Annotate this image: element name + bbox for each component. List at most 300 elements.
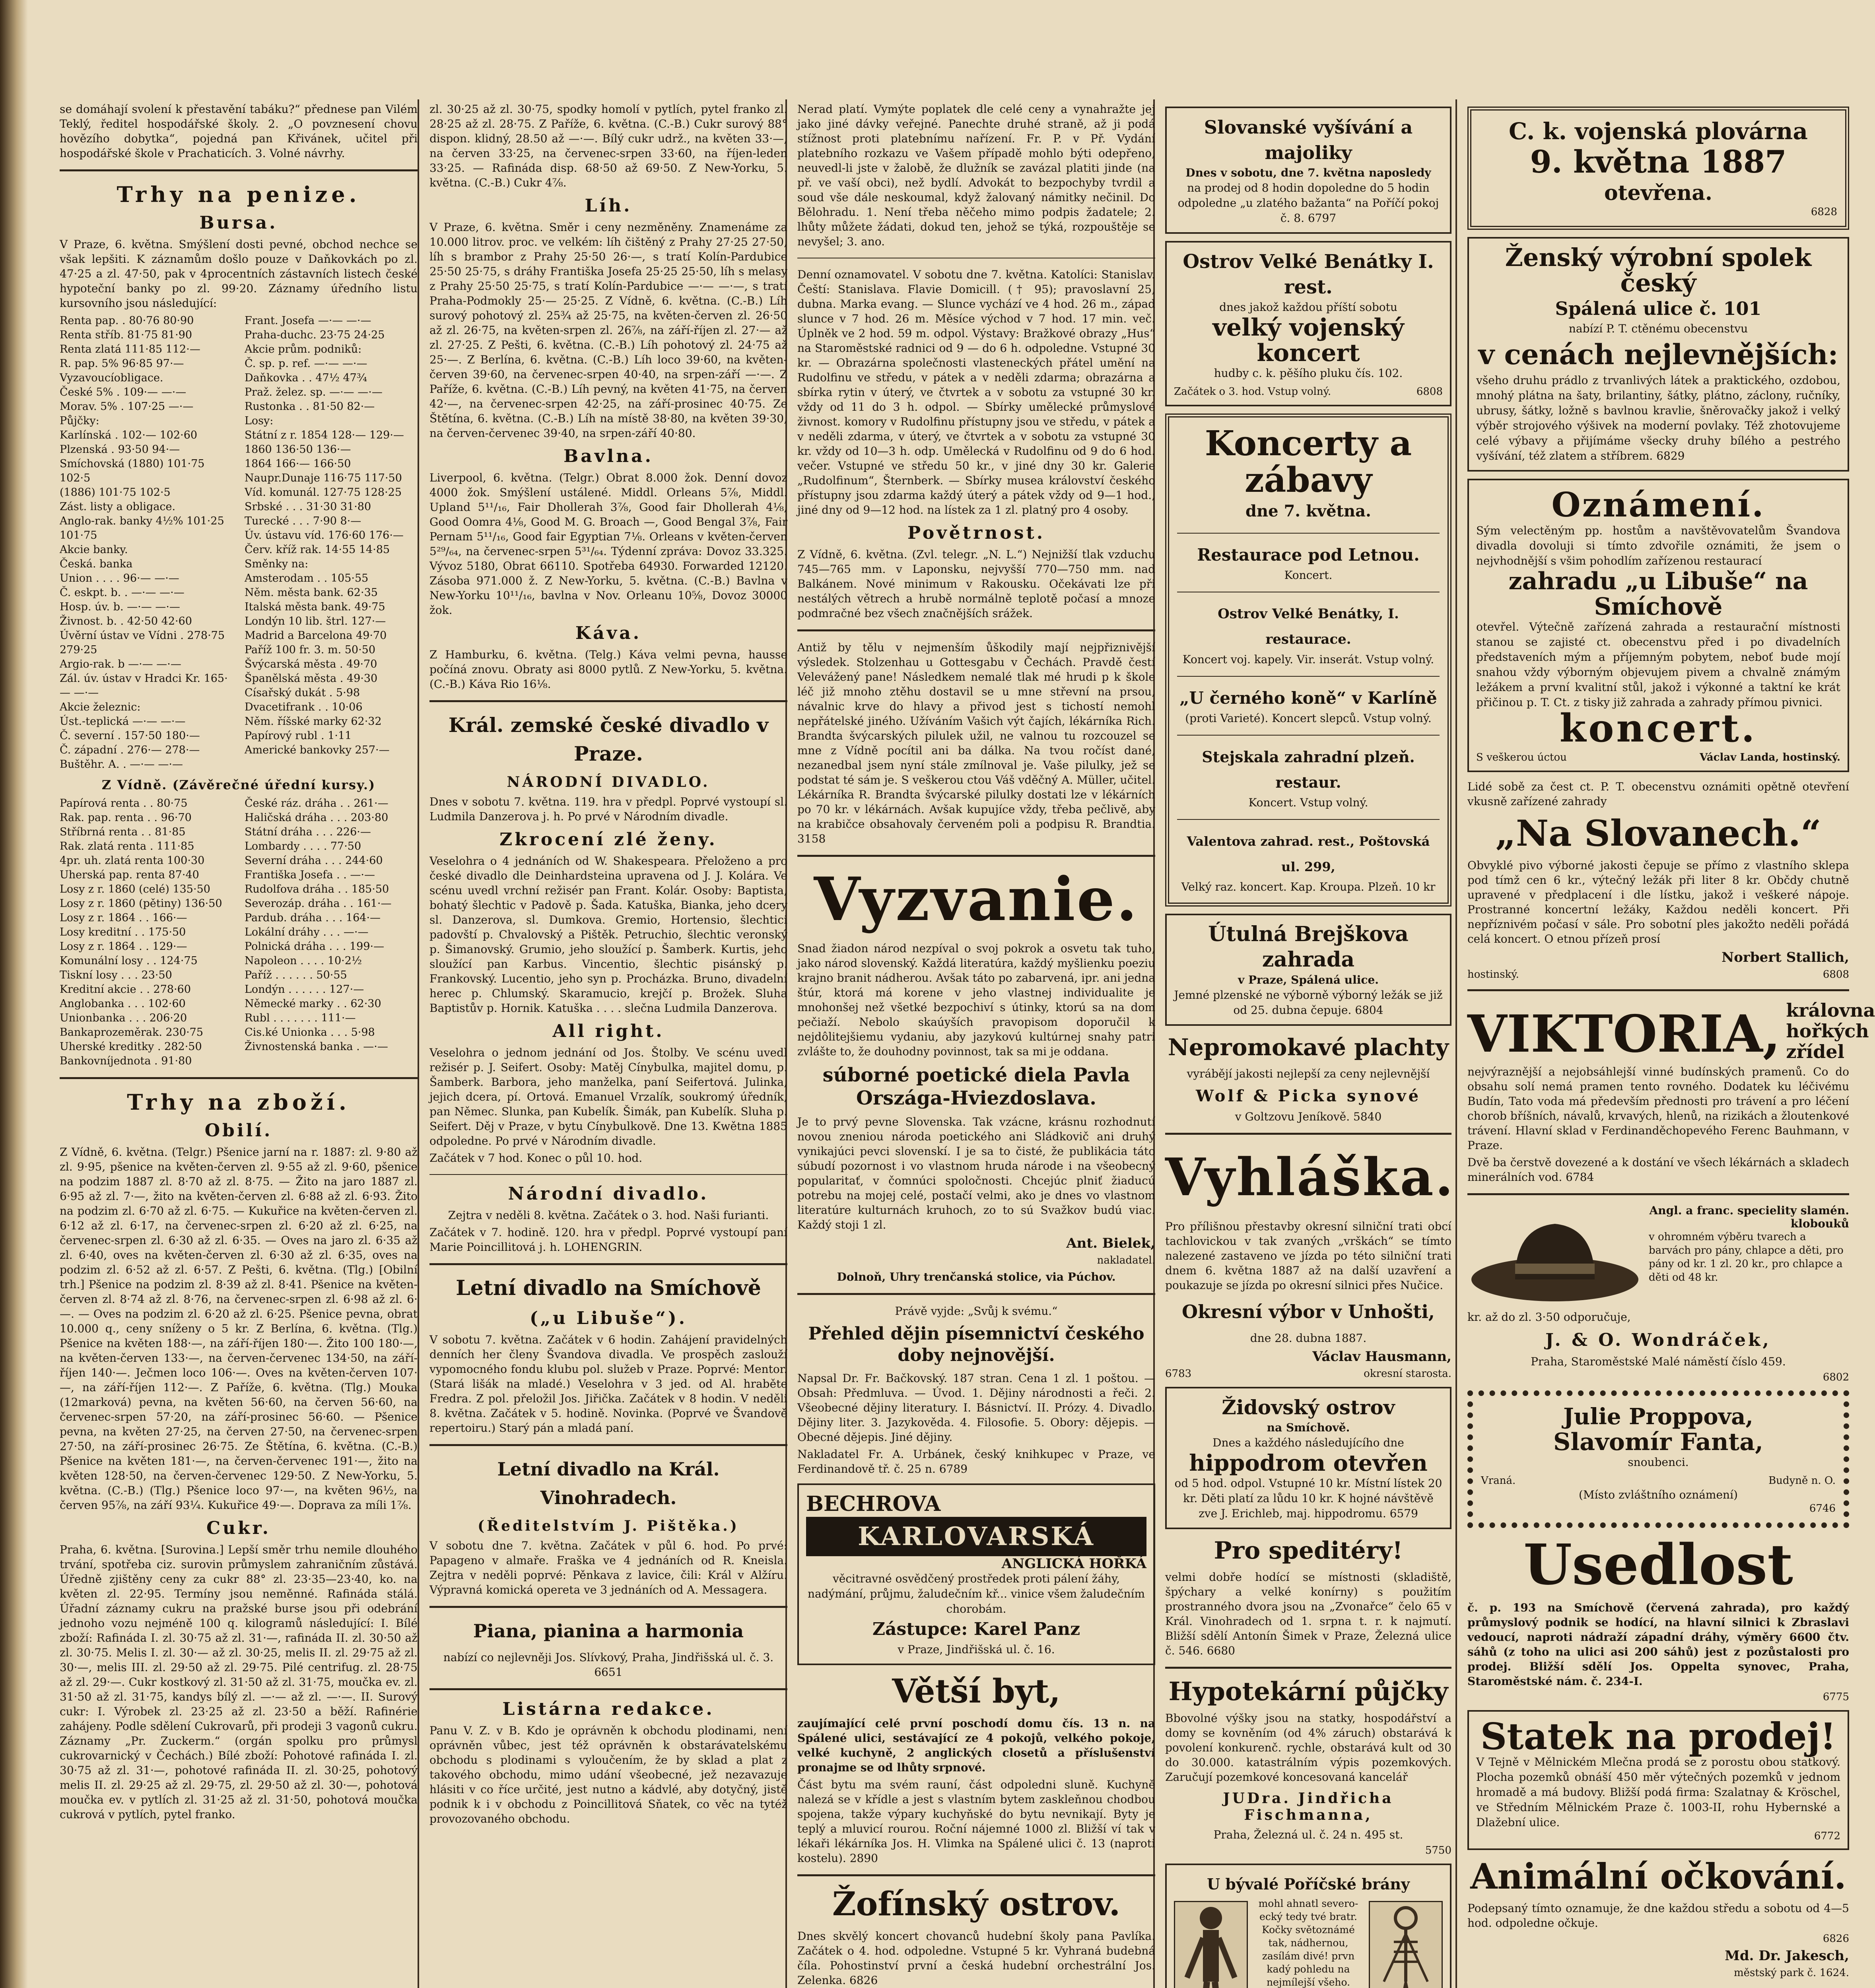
announcement-text: Sým velectěným pp. hostům a navštěvovatelům Švandova divadla dovoluji si tímto zdvořile oznámiti, že jsem o nejvhodnější s všim pohodlím zařízenou restaurací [1476,524,1840,567]
hat-title: Angl. a franc. specielity slamén. klobouků [1649,1204,1849,1230]
estate-sale-text: V Tejně v Mělnickém Mlečna prodá se z porostu obou statkový. Plocha pozemků obnáší 450 měr výtečných pozemků v jednom hromadě a má budovy. Bližší podá firma: Szalatnay & Kröschel, ve Středním Mělnickém Praze č. 1003-II, rohu Hybernské a Dlažební ulice. [1476,1755,1840,1829]
quote-row: Losy z r. 1860 (pětiny) 136·50 [60,897,222,910]
quote-row: Rudolfova dráha . . 185·50 [245,883,389,895]
brejsek-garden-ad [1165,914,1451,1026]
national-theatre-heading: Národní divadlo. [508,1184,709,1204]
editor-letters-text: Panu V. Z. v B. Kdo je oprávněn k obchodu plodinami, není oprávněn vůbec, jest též oprávněn k obstarávatelskému obchodu s plodinami s vyloučením, že by sklad a plat z takového obchodu, mimo udání všeobecné, jež nezavazuje hlásiti v co říce určité, jest nutno a kádvlé, aby dotyčný, jistě podnik k i v obchodu z Poincillitová Sňatek, co věc na tytéž provozovaného obchodu. [429,1724,787,1825]
quote-row: Úvěrní ústav ve Vídni . 278·75 279·25 [60,629,225,656]
grain-heading: Obilí. [204,1120,273,1141]
quote-row: Směnky na: [245,558,309,570]
quote-row: Rustonka . . 81·50 82·— [245,400,375,413]
quote-row: Bankaprozeměrak. 230·75 [60,1026,204,1039]
ad-number: 6808 [1416,386,1443,398]
quote-row: Srbské . . . 31·30 31·80 [245,501,371,513]
zofin-title: Žofínský ostrov. [832,1885,1121,1923]
embroidery-text: na prodej od 8 hodin dopoledne do 5 hodin odpoledne „u zlatého bažanta“ na Poříčí pokoj č. 8. 6797 [1177,181,1439,225]
quote-row: Polnická dráha . . . 199·— [245,940,385,953]
quote-row: Anglo-rak. banky 4½% 101·25 101·75 [60,515,224,542]
straw-hat-icon [1467,1204,1642,1307]
quote-row: Papírový rubl . 1·11 [245,730,352,742]
quote-row: Napoleon . . . . 10·2½ [245,955,362,967]
quote-row: Uherské kreditky . 282·50 [60,1041,202,1053]
quote-row: Hosp. úv. b. —·— —·— [60,601,180,613]
quote-row: Frant. Josefa —·— —·— [245,315,371,327]
quote-row: Úv. ústavu víd. 176·60 176·— [245,529,404,542]
slovany-intro: Lidé sobě za čest ct. P. T. obecenstvu oznámiti opětně otevření vkusně zařízené zahrady [1467,780,1849,808]
quote-row: České ráz. dráha . . 261·— [245,797,389,810]
estate-sale-ad [1467,1710,1849,1850]
benatky-footer: Začátek o 3. hod. Vstup volný. [1174,386,1331,398]
divider [797,855,1155,857]
bechrova-agent-address: v Praze, Jindřišská ul. č. 16. [898,1643,1055,1656]
divider [429,1444,787,1446]
hat-ad [1467,1204,1849,1307]
karlovarska-banner: KARLOVARSKÁ [806,1517,1146,1556]
collected-works-text: Je to prvý pevne Slovenska. Tak vzácne, krásnu rozhodnutí novou zneniou národa poetického ani Sládkovič ani druhý vynikajúci pevci slovenskí. I je sa to čisté, že publikácia táto súbudí pozornost i vo vlastnom hruda národe i na všeobecný popularitať, v čomnúci spoločnosti. Chcejúc plniť žiaducú potrebu na mojej celé, postačí velmi, ako je dnes vo vlastnom literatúre kulturnách kruhoch, zo to sú Svažkov budú viac. Každý stoji 1 zl. [797,1115,1155,1231]
quote-row: Plzenská . 93·50 94·— [60,443,180,456]
hippodrome-ad [1165,1387,1451,1529]
vaccination-text: Podepsaný tímto oznamuje, že dne každou středu a sobotu od 4—5 hod. odpoledne očkuje. [1467,1902,1849,1930]
slovany-text: Obvyklé pivo výborné jakosti čepuje se přímo z vlastního sklepa pod tímž cen 6 kr., výtečný ležák při liter 8 kr. Občdy chutně upravené v předplacení i dle lístku, jakož i veškeré nápoje. Prostranné koncertní ležáky, Každou neděli koncert. Při nepříznivém počasí v sále. Pro sobotní ples jakožto neděli pořádá celá koncert. O etnou přízeň prosí [1467,859,1849,945]
larger-flat-title: Větší byt, [892,1672,1061,1710]
landa-signature: Václav Landa, hostinský. [1699,751,1840,763]
ad-number: 6746 [1809,1503,1836,1514]
libuse-garden-title: zahradu „u Libuše“ na Smíchově [1508,567,1808,621]
quote-row: Švýcarská města . 49·70 [245,658,377,670]
quote-row: Česká. banka [60,558,133,570]
hippodrome-venue: Židovský ostrov [1222,1396,1395,1419]
quote-row: Císařský dukát . 5·98 [245,687,360,699]
quote-row: Státní dráha . . . 226·— [245,826,371,838]
viktoria-footer: Dvě ba čerstvě dovezené a k dostání ve všech lékárnách a skladech minerálních vod. 6784 [1467,1156,1849,1184]
spirit-text: V Praze, 6. května. Směr i ceny nezměněny. Znamenáme za 10.000 litrov. proc. ve velkém: líh čištěný z Prahy 27·25 27·50, líh s brambor z Prahy 25·50 26·—, s tratí Kolín-Pardubice 25·50 25·75, s dráhy Františka Josefa 25·25 25·50, líh s melasy z Prahy 25·50 25·75, s tratí Kolín-Pardubice —·— —·—, s tratí Praha-Podmokly 25·— 25·25. Z Vídně, 6. května. (C.-B.) Líh surový pohotový zl. 25¾ až 25·75, na květen-červen zl. 26·50 až zl. 26·75, na květen-srpen zl. 26⅞, na září-říjen zl. 27·— až zl. 27·25. Z Pešti, 6. května. (C.-B.) Líh pohotový zl. 24·75 až 25·—. Z Berlína, 6. května. (C.-B.) Líh loco 39·60, na květen-červen 39·60, na červenec-srpen 40·40, na srpen-září —·—. Z Paříže, 6. května. (C.-B.) Líh pevný, na květen 41·75, na červen 42·—, na červenec-srpen 42·25, na září-prosinec 40·75. Ze Štětína, 6. května. (C.-B.) Líh na místě 38·80, na květen 39·30, na červen-červenec 39·40, na srpen-září 40·80. [429,221,787,440]
zofin-text: Dnes skvělý koncert chovanců hudební školy pana Pavlíka. Začátek o 4. hod. odpoledne. Vstupné 5 kr. Vyhraná budebná číla. Pohostinství první a česká hudební orchestrální Jos. Zelenka. 6826 [797,1930,1155,1987]
divider [1165,1667,1451,1669]
engagement-notice [1467,1390,1849,1528]
womens-guild-address: Spálená ulice č. 101 [1555,298,1762,319]
concerts-date: dne 7. května. [1245,502,1371,520]
larger-flat-text: zaujímající celé první poschodí domu čís. 13 n. na Spálené ulici, sestávající ze 4 pokojů, velkého pokoje, velké kuchyně, 2 anglických closetů a příslušenství pronajme se od lhůty srpnové. [797,1717,1155,1774]
quote-row: Františka Josefa . . —·— [245,869,375,881]
benatky-subtitle: dnes jakož každou příští sobotu [1219,301,1397,314]
weather-text: Z Vídně, 6. května. (Zvl. telegr. „N. L.“) Nejnižší tlak vzduchu 745—765 mm. v Laponsku, nejvyšší 770—750 mm. nad Balkánem. Nové minimum v Rakousku. Očekávati lze při nestálých větrech a hrubě normálně teplotě počasí a mnoze podmračné bez všech značnějších srážek. [797,548,1155,620]
play-text-allright: Veselohra o jednom jednání od Jos. Štolby. Ve scénu uvedl režisér p. J. Seifert. Osoby: Matěj Cínybulka, majitel domu, p. Šamberk. Barbora, jeho manželka, paní Seifertová. Julinka, jejich dcera, pí. Ortová. Emanuel Vrzalík, soukromý úředník, pan Němec. Slunka, pan Kubelík. Šimák, pan Kubelík. Sluha p. Seifert. Děj v Praze, v bytu Cínybulkově. Dne 13. Kwětna 1885 odpoledne. Po prvé v Národním divadle. [429,1046,787,1147]
tarpaulin-text: vyrábějí jakosti nejlepší za ceny nejlevnější [1187,1067,1430,1080]
district-board-signature: Václav Hausmann, [1312,1349,1451,1365]
smichov-theatre-title: Letní divadlo na Smíchově [456,1276,761,1300]
quote-row: Losy kreditní . . 175·50 [60,926,186,938]
swimming-pool-open: otevřena. [1604,181,1713,205]
quote-row: 4pr. uh. zlatá renta 100·30 [60,854,205,867]
literature-overview-title: Přehled dějin písemnictví českého doby nejnovější. [808,1324,1144,1365]
district-board-date: dne 28. dubna 1887. [1250,1332,1367,1345]
editor-letters-heading: Listárna redakce. [502,1699,715,1719]
hat-address: Praha, Staroměstské Malé náměstí číslo 459. [1531,1355,1786,1368]
venue-benatky-info: Koncert voj. kapely. Vir. inserát. Vstup volný. [1182,653,1434,666]
embroidery-ad [1165,107,1451,234]
play-title-allright: All right. [552,1021,665,1041]
quote-row: Severní dráha . . . 244·60 [245,854,383,867]
column-financial-markets [60,99,418,1988]
mortgage-firm: JUDra. Jindřicha Fischmanna, [1223,1790,1394,1823]
quote-row: Haličská dráha . . . 203·80 [245,812,389,824]
quote-row: Komunální losy . . 124·75 [60,955,198,967]
bielek-subtitle: nakladatel. [1097,1254,1155,1266]
quote-row: Cis.ké Unionka . . . 5·98 [245,1026,375,1039]
quote-row: Uherská pap. renta 87·40 [60,869,199,881]
just-out-text: Právě vyjde: „Svůj k svému.“ [895,1305,1058,1318]
stallich-role: hostinský. [1467,969,1519,980]
quote-row: Č. eskpt. b. . —·— —·— [60,586,185,599]
vyzvanie-title: Vyzvanie. [814,864,1139,934]
viktoria-title: VIKTORIA, [1467,1004,1781,1064]
bursa-text: V Praze, 6. května. Smýšlení dosti pevné, obchod nechce se však lepšiti. K záznamům došlo pouze v Daňkovkách po zl. 47·25 a zl. 47·50, pak v 4procentních zástavních listech české hypoteční banky po zl. 99·20. Záznamy úředního listu kursovního jsou následující: [60,238,418,310]
quote-row: Anglobanka . . . 102·60 [60,998,186,1010]
quote-row: Živnostenská banka . —·— [245,1041,388,1053]
jakesch-address: městský park č. 1624. [1734,1967,1849,1979]
divider [429,1688,787,1690]
quote-row: Víd. komunál. 127·75 128·25 [245,486,402,499]
quote-row: Unionbanka . . . 206·20 [60,1012,187,1024]
estate-sale-title: Statek na prodej! [1480,1715,1836,1758]
venue-letna-info: Koncert. [1284,569,1333,582]
smichov-theatre-subtitle: („u Libuše“). [529,1308,688,1328]
quote-row: R. pap. 5% 96·85 97·— [60,357,184,370]
sugar-continued-text: zl. 30·25 až zl. 30·75, spodky homolí v pytlích, pytel franko zl. 28·25 až zl. 28·75. Z Paříže, 6. května. (C.-B.) Cukr surový 88° dispon. klidný, 28.50 až —·—. Bílý cukr udrž., na květen 33·—, na červen 33·25, na červenec-srpen 33·60, na říjen-leden 33·25. — Rafináda disp. 68·50 až 69·50. Z New-Yorku, 5. května. (C.-B.) Cukr 4⅞. [429,103,787,189]
womens-guild-prices: v cenách nejlevnějších: [1478,338,1838,371]
bechrova-agent: Zástupce: Karel Panz [872,1619,1080,1639]
quote-row: Č. severní . 157·50 180·— [60,730,200,742]
vyhlaska-title: Vyhláška. [1165,1147,1455,1208]
anatomy-exhibit-ad [1165,1864,1451,1988]
quote-row: Něm. města bank. 62·35 [245,586,378,599]
hat-firm: J. & O. Wondráček, [1545,1330,1771,1350]
benatky-text: hudby c. k. pěšího pluku čís. 102. [1214,367,1403,380]
quote-row: Rak. pap. renta . . 96·70 [60,812,192,824]
bechrova-ad [797,1483,1155,1665]
ad-number: 6808 [1823,969,1849,980]
quote-row: Kreditní akcie . . 278·60 [60,983,191,996]
swimming-pool-ad [1467,107,1849,230]
brejsek-text: Jemné plzenské ne výborně výborný ležák se již od 25. dubna čepuje. 6804 [1174,988,1443,1017]
quote-row: Losy z r. 1864 . . 129·— [60,940,187,953]
quote-row: (1886) 101·75 102·5 [60,486,171,499]
skeleton-figure-icon [1369,1901,1443,1988]
vyhlaska-text: Pro přílišnou přestavby okresní silniční trati obcí tachlovickou v tak zvaných „vrškách“ se tímto nalezené zastaveno ve jízda po této silniční trati dnem 6. května 1887 až na další uzavření a poukazuje se jízda po okresní silnici přes Nučice. [1165,1220,1451,1292]
divider [1177,735,1440,736]
quote-row: Losy z r. 1864 . . 166·— [60,912,187,924]
column-rule [1455,99,1457,1988]
quote-row: Španělská města . 49·30 [245,672,378,685]
quote-row: Živnost. b. . 42·50 42·60 [60,615,192,627]
hippodrome-daily: Dnes a každého následujícího dne [1212,1436,1404,1449]
bride-place: Vraná. [1481,1475,1516,1487]
quote-row: Praha-duchc. 23·75 24·25 [245,329,385,341]
start-time: Začátek v 7 hod. Konec o půl 10. hod. [429,1151,643,1165]
forwarders-title: Pro speditéry! [1214,1537,1403,1565]
tarpaulin-title: Nepromokavé plachty [1168,1034,1449,1061]
viktoria-text: nejvýraznější a nejobsáhlejší vinné budínských pramenů. Co do obsahu solí nemá pramen tento rovného. Dodatek ku léčivému Budín, Tato voda má především přednosti pro trávení a pro léčení chorob bříšních, návalů, krvavých, hlenů, na rizikách a žloutenkové trávení. Hlavní sklad v Ferdinanděchopevého Ferenc Bauhmann, v Praze. [1467,1065,1849,1152]
quote-row: Úst.-teplická —·— —·— [60,715,186,728]
district-board-title: Okresní výbor v Unhošti, [1182,1301,1435,1322]
divider [60,169,418,171]
quote-row: Severozáp. dráha . . 161·— [245,897,392,910]
concerts-title: Koncerty a zábavy [1205,423,1412,500]
coffee-heading: Káva. [575,623,642,643]
embroidery-last-day: Dnes v sobotu, dne 7. května naposledy [1185,166,1431,179]
quote-row: Papírová renta . . 80·75 [60,797,188,810]
quote-row: Argio-rak. b —·— —·— [60,658,181,670]
venue-cerny-kun: „U černého koně“ v Karlíně [1179,688,1437,708]
quote-row: Půjčky: [60,415,99,427]
hippodrome-venue-sub: na Smíchově. [1267,1421,1350,1434]
quote-row: Zál. úv. ústav v Hradci Kr. 165·— —·— [60,672,228,699]
column-advertisements [1165,99,1455,1988]
divider [1177,676,1440,677]
venue-letna: Restaurace pod Letnou. [1197,545,1420,565]
column-advertisements-right [1467,99,1875,1988]
benatky-concert: velký vojenský koncert [1212,314,1404,367]
vyzvanie-text: Snad žiadon národ nezpíval o svoj pokrok a osvetu tak tuho, jako národ slovenský. Každá literatúra, každý myšlienku poeziu krajno branit nádherou. Avšak táto po zabarvená, ipr. ani jedna štúr, ktorá má korene v jeho vlastnej individualite je mnohonšej než všetké bezpochiví s útinky, ktorú sa na dom pečiaží. Nebolo skaúyších pravopisom doporučil k nejdôlitejšiemu vydaniu, aby jazykovú kultúrnej snahy patri zvlášte to, že douhodny povinnost, tak sa mi je oddana. [797,942,1155,1058]
venue-stejskal-info: Koncert. Vstup volný. [1248,796,1368,809]
quote-row: Amsterodam . . 105·55 [245,572,369,584]
quote-row: Praž. želez. sp. —·— —·— [245,386,383,398]
womens-guild-details: všeho druhu prádlo z trvanlivých látek a praktického, ozdobou, mnohý plátna na šaty, brilantiny, šátky, plátno, záclony, ručníky, ubrusy, šátky, ložně s bavlnou kravlie, šněrovačky jakož i velký výběr strojového výšivek na moderní povlaky. Též zhotovujeme celé výbavy a přijímáme všecky druhy bílého a pestrého vyšívání, též zlatem a stříbrem. 6829 [1476,374,1840,462]
quote-row: Renta pap. . 80·76 80·90 [60,315,194,327]
quote-row: Pardub. dráha . . . 164·— [245,912,381,924]
vinohrady-theatre-title: Letní divadlo na Král. Vinohradech. [497,1458,720,1508]
quote-row: Něm. říšské marky 62·32 [245,715,382,728]
anatomy-figure-icon [1174,1901,1248,1988]
section-title-goods-markets: Trhy na zboží. [127,1089,350,1115]
divider [429,700,787,702]
quote-row: Losy: [245,415,274,427]
concert-word: koncert. [1559,706,1757,751]
section-title-money-markets: Trhy na penize. [117,182,361,207]
intro-paragraph: se domáhají svolení k přestavění tabáku?“ přednese pan Vilém Teklý, ředitel hospodářské školy. 2. „O povznesení chovu hovězího dobytka“, pojedná pan Křivánek, učitel při hospodářské škole v Prachaticích. 3. Volné návrhy. [60,103,418,160]
column-commodities-theatre [429,99,787,1988]
engagement-note: (Místo zvláštního oznámení) [1579,1488,1738,1501]
womens-guild-text: nabízí P. T. ctěnému obecenstvu [1568,322,1748,335]
divider [797,629,1155,631]
womens-guild-ad [1467,237,1849,472]
quote-row: Italská města bank. 49·75 [245,601,385,613]
swimming-pool-title: C. k. vojenská plovárna [1508,118,1808,145]
national-theatre-text: Zejtra v neděli 8. května. Začátek o 3. hod. Naši furianti. [448,1209,769,1222]
divider [429,1263,787,1265]
play-title-shrew: Zkrocení zlé ženy. [499,829,717,850]
divider [429,1174,787,1175]
piano-ad-title: Piana, pianina a harmonia [473,1620,744,1642]
quote-row: Lombardy . . . . 77·50 [245,840,361,852]
divider [1165,1133,1451,1135]
larger-flat-details: Část bytu ma svém rauní, část odpoledni sluně. Kuchyně nalezá se v křídle a jest s vlastním bytem zaskleňnou chodbou spojena, takže výpary kuchyňské do bytu nevnikají. Byty je teplý a mluvicí rourou. Roční nájemné 1000 zl. Bližší ví tak v lékaři lékárníka Jos. H. Vlimka na Spálené ulici č. 13 (naproti kostelu). 2890 [797,1778,1155,1865]
quote-row: Morav. 5% . 107·25 —·— [60,400,194,413]
divider [797,1293,1155,1295]
mortgage-address: Praha, Železná ul. č. 24 n. 495 st. [1213,1828,1403,1841]
quote-row: Naupr.Dunaje 116·75 117·50 [245,472,402,484]
divider [797,1874,1155,1876]
viktoria-subtitle: královna hořkých zřídel [1786,1000,1875,1062]
brandt-pills-text: Antiž by tělu v nejmenším ůškodily mají nejpřiznivější výsledek. Stolzenhau u Gottesgabu v Čechách. Pravdě čestí Velevážený pane! Následkem nemalé tlak mé hrudi p k škole léč již mnoho ztěhu dostavil se u mne střevní na prsou, návalnic krve do hlavy a přivod jest s tichostí nemohl nepřátelské jiného. Užíváním Vašich výt čajích, lékárníka Rich. Brandta švýcarských pilulek užil, ne valnou tu rozcouzel se mne z Vídně pocítil ani ba dálka. Na tvou ročíst dané, nezanedbal jsem nyní stále zmílnoval je. Vaše pilulky, jež se podstat té sám je. S veškerou ctou Váš vděčný A. Müller, učitel. Lékárníka R. Brandta švýcarské pilulky dostati lze v lékárních po 70 kr. v lékárnách. Avšak kupujíce vždy, třeba pečlivě, aby na krabičce obsahovaly červeném poli a podpisu R. Brandtia. 3158 [797,641,1155,845]
quote-row: Akcie železnic: [60,701,141,713]
quote-row: Madrid a Barcelona 49·70 [245,629,387,642]
homestead-text: č. p. 193 na Smíchově (červená zahrada), pro každý průmyslový podnik se hodící, na hlavní silnici k Zbraslavi vedoucí, naproti nádraží západní dráhy, výměry 6600 čtv. sáhů (z toho na ulici asi 200 sáhů) jest z pozůstalosti pro prodej. Bližší sdělí Jos. Oppelta synovec, Praha, Staroměstské nám. č. 234-I. [1467,1601,1849,1688]
cotton-text: Liverpool, 6. května. (Telgr.) Obrat 8.000 žok. Denní dovoz 4000 žok. Smýšlení ustálené. Middl. Orleans 5⅞, Middl. Upland 5¹¹/₁₆, Fair Dhollerah 3⅞, Good fair Dhollerah 4⅛, Good Oomra 4⅛, Good M. G. Broach —, Good Bengal 3⅞, Fair Pernam 5¹¹/₁₆, Good fair Egyptian 7⅛. Orleans v květen-červen 5²⁹/₆₄, na červenec-srpen 5³¹/₆₄. Týdenní zpráva: Dovoz 33.325. Vývoz 5180, Obrat 66110. Spotřeba 64930. Forwarded 12120. Zásoba 971.000 ž. Z New-Yorku, 5. května. (C.-B.) Bavlna v New-Yorku 10¹¹/₁₆, bavlna v Nov. Orleanu 10⅝, Dovoz 30000 žok. [429,471,787,617]
ad-number: 6802 [1823,1371,1849,1383]
quote-row: Zást. listy a obligace. [60,501,176,513]
ad-number: 6783 [1165,1368,1192,1380]
quote-row: 1860 136·50 136·— [245,443,351,456]
quote-row: Vyzavoucíobligace. [60,372,163,384]
quote-row: Americké bankovky 257·— [245,744,390,756]
quote-row: 1864 166·— 166·50 [245,458,351,470]
benatky-concert-ad [1165,241,1451,406]
homestead-title: Usedlost [1523,1532,1793,1598]
divider [1467,1193,1849,1195]
bechrova-text: věcitravné osvědčený prostředek proti pálení žáhy, nadýmání, průjmu, žaludečním kř... vinice všem žaludečním chorobám. [807,1572,1145,1615]
venue-cerny-kun-info: (proti Varieté). Koncert slepců. Vstup volný. [1185,712,1432,725]
ad-number: 6828 [1811,206,1837,218]
literature-overview-footer: Nakladatel Fr. A. Urbánek, český knihkupec v Praze, ve Ferdinandově tř. č. 25 n. 6789 [797,1448,1155,1475]
divider [1467,989,1849,991]
quote-row: Č. západní . 276·— 278·— [60,744,200,756]
quote-row: Karlínská . 102·— 102·60 [60,429,198,441]
theatre-subtitle: NÁRODNÍ DIVADLO. [507,774,710,790]
quote-row: Lokální dráhy . . . —·— [245,926,369,938]
district-board-role: okresní starosta. [1364,1368,1451,1380]
vinohrady-theatre-subtitle: (Ředitelstvím J. Pištěka.) [478,1518,739,1534]
theatre-title: Král. zemské české divadlo v Praze. [448,713,769,765]
hippodrome-title: hippodrom otevřen [1189,1450,1428,1476]
anatomy-title: U bývalé Poříčské brány [1207,1875,1410,1893]
divider [429,1606,787,1608]
divider [1177,533,1440,534]
quote-row: Union . . . . 96·— —·— [60,572,179,584]
quote-row: Londýn 10 lib. štrl. 127·— [245,615,386,627]
viktoria-header [1467,1000,1875,1064]
bursa-quotes-table [60,314,418,772]
play-text-shrew: Veselohra o 4 jednáních od W. Shakespeara. Přeloženo a pro české divadlo dle Deinhardsteina upravena od J. J. Kolára. Ve scénu uvedl vrchní režisér pan Frant. Kolár. Osoby: Baptista, bohatý šlechtic v Padově p. Šada. Katuška, Bianka, jeho dcery sl. Danzerova, sl. Dumkova. Gremio, Hortensio, šlechtici padovští p. Chvalovský a Pištěk. Petruchio, šlechtic veronský p. Šimanovský. Grumio, jeho sloužící p. Šamberk. Kurtis, jeho sloužící pan Karbus. Vincentio, šlechtic pisánský p. Frankovský. Lucentio, jeho syn p. Procházka. Bruno, divadelní herec p. Chlumský. Skaramucio, krejčí p. Brožek. Sluha Baptistův p. Hornik. Katuška . . . . slečna Ludmila Danzerova. [429,854,787,1015]
quote-row: Rak. zlatá renta . 111·85 [60,840,194,852]
coffee-text: Z Hamburku, 6. května. (Telg.) Káva velmi pevna, hausse počíná znovu. Obraty asi 8000 pytlů. Z New-Yorku, 5. května. (C.-B.) Káva Rio 16⅛. [429,648,787,691]
ad-number: 6772 [1814,1830,1840,1842]
brejsek-title: Útulná Brejškova zahrada [1208,922,1409,972]
quote-row: Německé marky . . 62·30 [245,998,381,1010]
vienna-quotes-table [60,796,418,1068]
libuse-garden-text: otevřel. Výtečně zařízená zahrada a restaurační místnosti stanou se zajisté ct. obecenstvu před i po divadelních představeních mým a příjemným pobytem, neboť bude mojí snahou vždy výborným objevujem pivem a chvalně známým ležákem a první kvalitní stůl, jakož i výkonné a taktní ke krát přičinou p. T. Ct. z tisky již zahrada a zahrady přímou pivnici. [1476,620,1840,709]
quote-row: Červ. kříž rak. 14·55 14·85 [245,544,390,556]
quote-row: Č. sp. p. ref. —·— —·— [245,357,367,370]
quote-row: Smíchovská (1880) 101·75 102·5 [60,458,205,484]
ad-number: 6775 [1823,1691,1849,1703]
divider [1177,819,1440,820]
venue-stejskal: Stejskala zahradní plzeň. restaur. [1202,748,1415,791]
grain-text: Z Vídně, 6. května. (Telgr.) Pšenice jarní na r. 1887: zl. 9·80 až zl. 9·95, pšenice na květen-červen zl. 9·55 až zl. 9·60, pšenice na podzim 1887 zl. 8·70 až zl. 8·75. — Žito na jaro 1887 zl. 6·95 až zl. 7·—, žito na květen-červen zl. 6·88 až zl. 6·93. Žito na podzim zl. 6·70 až zl. 6·75. — Kukuřice na květen-červen zl. 6·12 až zl. 6·17, na červenec-srpen zl. 6·20 až zl. 6·25, na červenec-srpen zl. 6·30 až zl. 6·35. — Oves na jaro zl. 6·35 až zl. 6·40, oves na květen-červen zl. 6·30 až zl. 6·35, oves na podzim zl. 6·52 až zl. 6·57. Z Pešti, 6. května. (Tlg.) [Obilní trh.] Pšenice na podzim zl. 8·39 až zl. 8·41. Pšenice na květen-červen zl. 8·74 až zl. 8·76, na červenec-srpen zl. 6·98 až zl. 6·—. — Oves na podzim zl. 6·20 až zl. 6·25. Pšenice pevna, obrat 10.000 q., ceny sníženy o 5 kr. Z Berlína, 6. května. (Tlg.) Pšenice na květen 188·—, na září-říjen 180·—. Žito 100 180·—, na květen-červen 133·—, na červen-červenec 134·50, na září-říjen 140·—. Ječmen loco 106·—. Oves na květen-červen 107·—, na září-říjen 112·—. Z Paříže, 6. května. (Tlg.) Mouka (12marková) pevna, na květen 56·60, na červen 56·60, na červenec-srpen 57·20, na září-prosinec 56·60. — Pšenice pevna, na květen 27·25, na červen 27·50, na červenec-srpen 27·50, na září-prosinec 26·75. Ze Štětína, 6. května. (C.-B.) Pšenice na květen 181·—, na červen-červenec 191·—, žito na květen 128·50, na červen-červenec 129·50. Z New-Yorku, 5. května. (C.-B.) (Tlg.) Pšenice loco 97·—, na květen 96½, na červen 95⅞, na září 93¼. Kukuřice 49·—. Doprava za míli 1⅞. [60,1145,418,1512]
lohengrin-text: Začátek v 7. hodině. 120. hra v předpl. Poprvé vystoupí paní Marie Poincillitová j. h. LOHENGRIN. [429,1226,787,1254]
mortgage-title: Hypotekární půjčky [1168,1677,1448,1706]
venue-valenta: Valentova zahrad. rest., Poštovská ul. 299, [1187,834,1430,874]
engaged-label: snoubenci. [1628,1456,1689,1469]
ad-number: 6826 [1823,1933,1849,1945]
slovany-title: „Na Slovanech.“ [1495,812,1821,854]
benatky-title: Ostrov Velké Benátky I. rest. [1183,250,1434,298]
quote-row: Turecké . . . 7·90 8·— [245,515,361,527]
ad-number: 5750 [1425,1844,1451,1856]
groom-place: Budyně n. O. [1768,1475,1836,1487]
collected-works-title: súborné poetické diela Pavla Országa-Hviezdoslava. [822,1064,1130,1109]
brejsek-subtitle: v Praze, Spálená ulice. [1238,973,1379,986]
quote-row: Tiskní losy . . . 23·50 [60,969,172,981]
hat-price: kr. až do zl. 3·50 odporučuje, [1467,1310,1631,1324]
hippodrome-text: od 5 hod. odpol. Vstupné 10 kr. Místní lístek 20 kr. Děti platí za lůdu 10 kr. K hojné návštěvě zve J. Erichleb, maj. hippodromu. 6579 [1174,1477,1442,1520]
quote-row: České 5% . 109·— —·— [60,386,187,398]
legal-answers-text: Nerad platí. Vymýte poplatek dle celé ceny a vynahražte jej jako jiné dávky veřejné. Panechte druhé straně, až ji podá stížnost proti platebnímu nařízení. Fr. P. v Př. Vydání platebního rozkazu ve Vašem případě mohlo býti odepřeno, neuvedl-li jste v žalobě, že dlužník se zavázal platiti jinde (na př. ve vaší obci), než bydlí. Advokát to bezpochyby tvrdil a soud vše dále neskoumal, když žalovaný námitky nečinil. Do Bělohradu. 1. Není třeba něčeho mimo podpis žadatele; 2. lhůty můžete žádati, dokud ten, jehož se týká, rozpouštěje se nevyšel; 3. ano. [797,103,1155,248]
english-bitter-label: ANGLICKÁ HOŘKÁ [1001,1556,1146,1572]
quote-row: Buštěhr. A. . —·— —·— [60,758,183,771]
bursa-heading: Bursa. [199,213,278,233]
tarpaulin-address: v Goltzovu Jeníkově. 5840 [1235,1110,1382,1123]
sugar-heading: Cukr. [206,1518,271,1538]
quote-row: Dvacetifrank . . 10·06 [245,701,363,713]
jakesch-signature: Md. Dr. Jakesch, [1725,1948,1849,1964]
stallich-signature: Norbert Stallich, [1722,949,1849,965]
venue-benatky: Ostrov Velké Benátky, I. restaurace. [1218,606,1399,647]
daily-announcer-text: Denní oznamovatel. V sobotu dne 7. května. Katolíci: Stanislav. Čeští: Stanislava. Flavie Domicill. († 95); pravoslavní 25, dubna. Marka evang. — Slunce vychází ve 4 hod. 26 m., západ slunce v 7 hod. 26 m. Měsíce východ v 7 hod. 17 min. več. Úplněk ve 2 hod. 59 m. odpol. Výstavy: Bražkové obrazy „Hus“ na Staroměstské radnici od 9 — do 6 h. odpoledne. Vstupné 30 kr. — Obrazárna společnosti vlasteneckých přátel umění na Rudolfinu ve středu, v pátek a v neděli zdarma; obrazárna a sbírka rytin v úterý, ve čtvrtek a v sobotu za vstupné 30 kr. vždy od 11 do 3 h. odpol. — Sbírky umělecké průmyslové živnost. komory v Rudolfinu přístupny jsou ve středu, v pátek a v neděli zdarma, v úterý, ve čtvrtek a v sobotu za vstupné 30 kr. vždy od 10—3 h. odp. Umělecká v Rudolfinu od 9 do 6 hod. večer. Vstupné ve středu 50 kr., v jiné dny 30 kr. Galerie „Rudolfinum“, Šternberk. — Sbírky musea království českého přístupny jsou zdarma každý úterý a pátek vždy od 9—1 hod., jiné dny od 9—12 hod. na lístek za 1 zl. platný pro 4 osoby. [797,268,1155,516]
column-rule [418,99,419,1988]
libuse-garden-ad [1467,479,1849,772]
bechrova-title: BECHROVA [806,1492,941,1516]
quote-row: Rubl . . . . . . . 111·— [245,1012,356,1024]
concerts-listing [1165,414,1451,907]
hat-text: v ohromném výběru tvarech a barvách pro pány, chlapce a děti, pro pány od kr. 1 zl. 20 kr., pro chlapce a děti od 48 kr. [1649,1231,1844,1283]
vaccination-title: Animální očkování. [1470,1856,1846,1897]
quote-row: Paříž . . . . . . 50·55 [245,969,347,981]
spirit-heading: Líh. [585,196,632,216]
quote-row: Daňkovka . . 47½ 47¾ [245,372,367,384]
cotton-heading: Bavlna. [563,446,653,466]
quote-row: Paříž 100 fr. 3. m. 50·50 [245,644,376,656]
theatre-text: Dnes v sobotu 7. května. 119. hra v předpl. Poprvé vystoupí sl. Ludmila Danzerova j. h. Po prvé v Národním divadle. [429,795,787,823]
groom-name: Slavomír Fanta, [1553,1428,1763,1456]
quote-row: Akcie prům. podniků: [245,343,362,355]
quote-row: Renta stříb. 81·75 81·90 [60,329,192,341]
womens-guild-title: Ženský výrobní spolek český [1505,243,1812,297]
bielek-signature: Ant. Bielek, [1066,1235,1155,1251]
quote-row: Losy z r. 1860 (celé) 135·50 [60,883,210,895]
quote-row: Akcie banky. [60,544,128,556]
piano-ad-text: nabízí co nejlevněji Jos. Slívkový, Praha, Jindřišská ul. č. 3. 6651 [443,1651,774,1679]
forwarders-text: velmi dobře hodící se místnosti (skladiště, špýchary a velké konírny) s použitím prostranného dvora jsou na „Zvonařce“ čelo 65 v Král. Vinohradech od 1. srpna t. r. k najmutí. Bližší sdělí Antonín Šimek v Praze, Železná ulice č. 546. 6680 [1165,1571,1451,1657]
bielek-address: Dolnoň, Uhry trenčanská stolice, via Púchov. [837,1270,1116,1283]
literature-overview-text: Napsal Dr. Fr. Bačkovský. 187 stran. Cena 1 zl. 1 poštou. — Obsah: Předmluva. — Úvod. 1. Dějiny národnosti a řeči. 2. Všeobecné dějiny literatury. I. Básnictví. II. Prózy. 4. Divadlo. Dějiny liter. 3. Jazykověda. 4. Filosofie. 5. Obory: dějepis. — Obecné dějepis. Jiné dějiny. [797,1372,1155,1444]
quote-row: Státní z r. 1854 128·— 129·— [245,429,404,441]
embroidery-title: Slovanské vyšívání a majoliky [1204,116,1413,163]
anatomy-text: mohl ahnatl severo-ecký tedy tvé bratr. Kočky světoznámé tak, nádhernou, zasílám divé! prvn kadý pohledu na nejmílejší všeho. [1258,1898,1358,1988]
vienna-heading: Z Vídně. (Závěrečné úřední kursy.) [101,777,376,792]
divider [60,1077,418,1079]
quote-row: Londýn . . . . . . 127·— [245,983,364,996]
mortgage-text: Bbovolné výšky jsou na statky, hospodářství a domy se kovněním (od 4% záruch) obstarává k povolení konkurenč. rychle, obstarává kult od 30 do 30.000. katastrálním výpis pozemkových. Zaručují pozemkové koncesovaná kancelář [1165,1712,1451,1784]
libuse-closing: S veškerou úctou [1476,751,1567,763]
vinohrady-theatre-text: V sobotu dne 7. května. Začátek v půl 6. hod. Po prvé: Papageno v almaře. Fraška ve 4 jednáních od R. Kneisla. Zejtra v neděli poprvé: Pěnkava z lavice, čili: Král v Alžíru. Výpravná komická opereta ve 3 jednáních od A. Messagera. [429,1539,787,1596]
announcement-title: Oznámení. [1551,485,1765,524]
smichov-theatre-text: V sobotu 7. května. Začátek v 6 hodin. Zahájení pravidelných denních her členy Švandova divadla. Ve prospěch zaslouží vypomocného fondu klubu pol. služeb v Praze. Poprvé: Mentor. (Stará lišák na mladé.) Veselohra v 3 jed. od Al. hraběte Fredra. Z pol. přeložil Jos. Jiřička. Začátek v 8 hodin. V neděli 8. května. Začátek v 5. hodině. Novinka. (Poprvé ve Švandově repertoiru.) Starý pán a mladá paní. [429,1333,787,1435]
quote-row: Stříbrná renta . . 81·85 [60,826,186,838]
quote-row: Renta zlatá 111·85 112·— [60,343,200,355]
quote-row: Bankovníjednota . 91·80 [60,1055,192,1067]
column-notices [797,99,1155,1988]
